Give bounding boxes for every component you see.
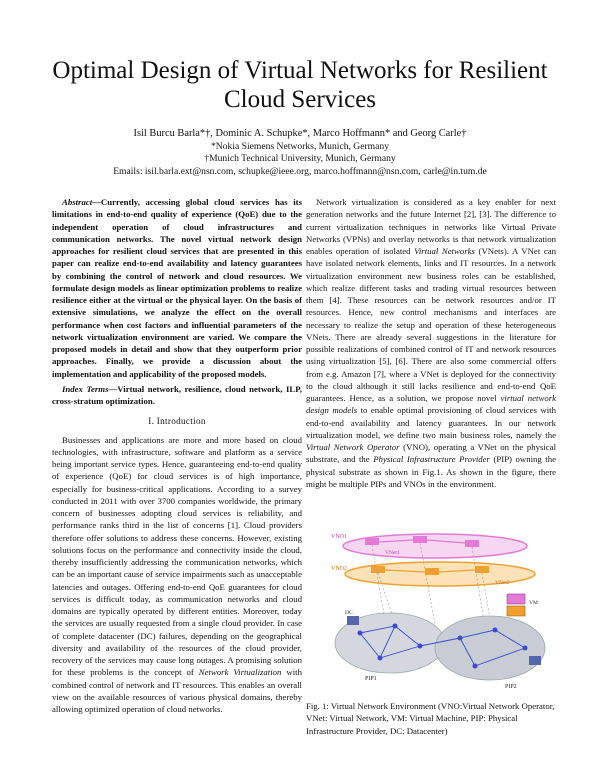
affiliation-2: †Munich Technical University, Munich, Germany — [204, 153, 396, 164]
paper-title — [30, 56, 570, 114]
virtual-network-figure — [325, 528, 559, 696]
rc-text-e: (PIP) owning the physical substrate as shown in Fig.1. As shown in the figure, there might be multiple PIPs and VNOs in the environment. — [306, 454, 556, 489]
vnet1-node — [465, 540, 479, 547]
rc-emphasis-2: virtual network design models — [306, 393, 556, 416]
emails: Emails: isil.barla.ext@nsn.com, schupke@ieee.org, marco.hoffmann@nsn.com, carle@in.tum.de — [113, 166, 487, 177]
vno1-label: VNO1 — [331, 534, 347, 540]
rc-text-b: (VNets). A VNet can have isolated network elements, links and IT resources. In a network virtualization environment new business roles can be established, which realize different tasks and trading virtual resources between them [4]. These resources can be network resources and/or IT resources. Hence, new control mechanisms and interfaces are necessary to realize the setup and operation of these heterogeneous VNets. There are already several suggestions in the literature for possible realizations of combined control of IT and network resources using virtualization [5], [6]. There are also some commercial offers from e.g. Amazon [7], where a VNet is deployed for the connectivity to the cloud although it still lacks resilience and end-to-end QoE guarantees. Hence, as a solution, we propose novel — [306, 246, 556, 403]
figure-caption: Fig. 1: Virtual Network Environment (VNO:Virtual Network Operator, VNet: Virtual Network, VM: Virtual Machine, PIP: Physical Infrastructure Provider, DC: Datacenter) — [306, 701, 555, 736]
pip2-label: PIP2 — [505, 684, 517, 690]
vm-box — [507, 606, 525, 616]
abstract-label: Abstract — [62, 197, 93, 207]
dc-label: DC — [345, 610, 353, 616]
rc-emphasis-4: Physical Infrastructure Provider — [373, 454, 490, 465]
vnet2-label: VNet2 — [495, 580, 510, 586]
rc-text-d: (VNO), operating a VNet on the physical substrate, and the — [306, 442, 556, 465]
rc-emphasis-3: Virtual Network Operator — [306, 442, 400, 452]
vm-box — [507, 594, 525, 604]
virtualization-paragraph — [306, 196, 556, 490]
vnet1-layer — [331, 534, 527, 558]
intro-emphasis: Network Virtualization — [198, 667, 282, 678]
physical-node — [493, 628, 498, 633]
pip1-label: PIP1 — [365, 676, 377, 682]
rc-text-a: Network virtualization is considered as a key enabler for next generation networks and the future Internet [2], [3]. The difference to current virtualization techniques in networks like Virtual Private Networks (VPNs) and overlay networks is that network virtualization enables operation of isolated — [306, 197, 556, 256]
abstract — [52, 196, 302, 380]
physical-node — [473, 664, 478, 669]
physical-node — [418, 644, 423, 649]
index-terms-label: Index Terms — [62, 383, 109, 394]
intro-text-b: with combined control of network and IT resources. This enables an overall view on the available resources of various physical domains, thereby allowing optimized operation of cloud networks. — [52, 667, 302, 714]
index-terms-text: —Virtual network, resilience, cloud network, ILP, cross-stratum optimization. — [52, 383, 302, 406]
vm-label: VM — [529, 600, 538, 606]
intro-text-a: Businesses and applications are more and more based on cloud technologies, with infrastructure, software and platform as a service being important service types. Hence, guaranteeing end-to-end quality of experience (QoE) for cloud services is of high importance, especially for business-critical applications. According to a survey conducted in 2011 with over 3700 companies worldwide, the primary concern of businesses adopting cloud services is reliability, and performance ranks third in the list of concerns [1]. Cloud providers therefore offer solutions to address these concerns. However, existing solutions focus on the performance and connectivity inside the cloud, thereby insufficiently addressing the communication networks, which can be an important cause of service impairments such as unacceptable latencies and outages. Offering end-to-end QoE guarantees for cloud services is difficult today, as communication networks and cloud domains are typically operated by different entities. Moreover, today the services are usually requested from a single cloud provider. In case of complete datacenter (DC) failures, depending on the geographical diversity and availability of the resources of the cloud provider, recovery of the services may cause long outages. A promising solution for these problems is the concept of — [52, 434, 302, 678]
rc-text-c: to enable optimal provisioning of cloud services with end-to-end availability and latency guarantees. In our network virtualization model, we define two main business roles, namely the — [306, 405, 556, 440]
vnet2-node — [475, 566, 489, 573]
vnet1-node — [365, 538, 379, 545]
vnet2-node — [425, 568, 439, 575]
abstract-text: —Currently, accessing global cloud services has its limitations in end-to-end quality of experience (QoE) due to the independent operation of cloud infrastructures and communication networks. The novel virtual network design approaches for resilient cloud services that are presented in this paper can realize end-to-end availability and latency guarantees by combining the control of network and cloud resources. We formulate design models as linear optimization problems to realize resilience either at the virtual or the physical layer. On the basis of extensive simulations, we analyze the effect on the overall performance when cost factors and influential parameters of the network virtualization environment are varied. We compare the proposed models in detail and show that they outperform prior approaches. Finally, we provide a discussion about the implementation and applicability of the proposed models. — [52, 197, 302, 379]
pip2-cloud — [435, 616, 545, 680]
datacenter-box — [529, 656, 541, 665]
physical-node — [358, 631, 363, 636]
physical-substrate — [335, 610, 545, 690]
physical-node — [458, 636, 463, 641]
title-line-1: Optimal Design of Virtual Networks for Resilient — [52, 57, 548, 84]
vno2-label: VNO2 — [331, 566, 347, 572]
physical-node — [393, 624, 398, 629]
vnet1-label: VNet1 — [385, 550, 400, 556]
index-terms — [52, 383, 302, 408]
introduction-paragraph — [52, 434, 302, 716]
vm-group — [507, 594, 538, 616]
vnet1-plane — [343, 534, 527, 558]
affiliation-1: *Nokia Siemens Networks, Munich, Germany — [211, 141, 389, 152]
section-heading-introduction: I. Introduction — [148, 416, 206, 427]
right-column — [306, 196, 556, 490]
vnet2-node — [371, 566, 385, 573]
left-column — [52, 196, 302, 715]
physical-node — [378, 656, 383, 661]
vnet2-layer — [331, 562, 535, 586]
title-line-2: Cloud Services — [223, 86, 377, 113]
rc-emphasis-1: Virtual Networks — [414, 246, 475, 256]
physical-node — [523, 646, 528, 651]
vnet1-node — [413, 536, 427, 543]
author-list: Isil Burcu Barla*†, Dominic A. Schupke*, Marco Hoffmann* and Georg Carle† — [133, 128, 467, 139]
datacenter-box — [347, 616, 359, 625]
